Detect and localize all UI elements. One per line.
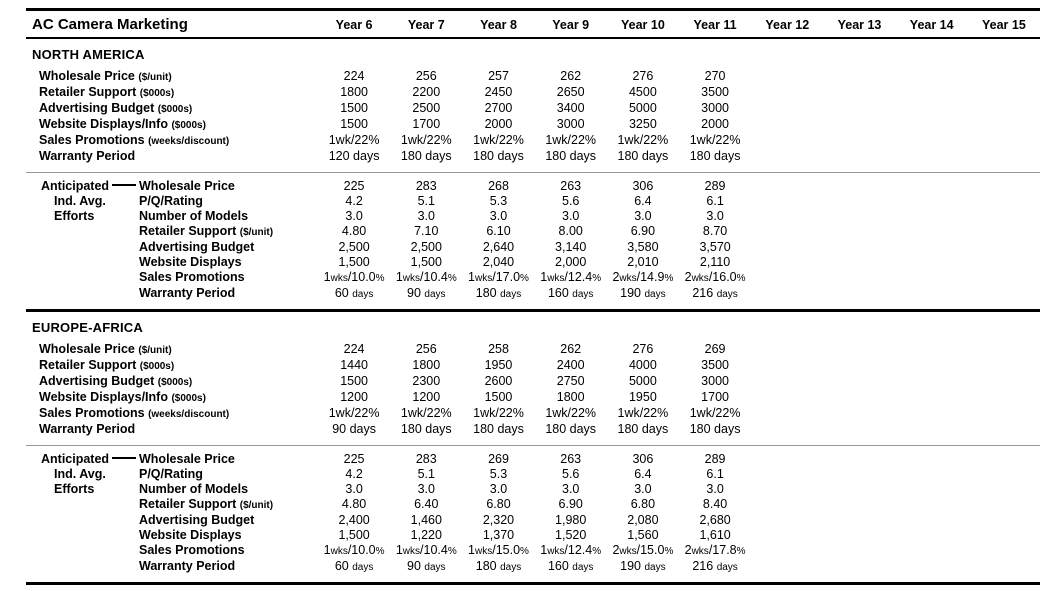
value-cell: 6.80 bbox=[486, 497, 511, 511]
value-cell: 2,500 bbox=[338, 240, 370, 254]
report-title: AC Camera Marketing bbox=[32, 16, 188, 33]
value-cell: 60 days bbox=[334, 286, 374, 300]
row-label-text: Sales Promotions bbox=[139, 270, 245, 284]
value-cell: 180 days bbox=[400, 422, 452, 436]
table-row bbox=[26, 240, 1040, 255]
value-cell: 6.4 bbox=[634, 194, 652, 208]
row-label bbox=[26, 69, 318, 85]
row-label-text: Number of Models bbox=[139, 209, 249, 223]
value-cell: 2wks/17.8% bbox=[684, 543, 746, 557]
value-cell: 283 bbox=[415, 179, 437, 193]
value-cell: 1wk/22% bbox=[328, 133, 380, 147]
value-cell: 1wks/17.0% bbox=[468, 270, 529, 284]
value-cell: 180 days bbox=[473, 422, 524, 436]
table-row bbox=[26, 69, 1040, 85]
value-cell: 225 bbox=[343, 452, 365, 466]
value-cell: 3.0 bbox=[417, 482, 435, 496]
table-row bbox=[26, 497, 1040, 513]
value-cell: 180 days bbox=[473, 149, 524, 163]
value-cell: 1,220 bbox=[410, 528, 442, 542]
row-label bbox=[26, 133, 318, 149]
table-row bbox=[26, 101, 1040, 117]
value-cell: 3.0 bbox=[417, 209, 435, 223]
sections-container bbox=[26, 39, 1040, 582]
row-unit: ($000s) bbox=[139, 88, 175, 99]
value-cell: 3500 bbox=[701, 85, 729, 99]
anticipated-label-line bbox=[41, 467, 136, 482]
row-label-text: Warranty Period bbox=[139, 559, 236, 573]
value-cell: 1wks/12.4% bbox=[540, 270, 602, 284]
row-label-text: Retailer Support bbox=[39, 85, 137, 99]
value-cell: 2,400 bbox=[338, 513, 370, 527]
row-unit: ($/unit) bbox=[138, 72, 172, 83]
table-row bbox=[26, 179, 1040, 194]
row-label bbox=[26, 101, 318, 117]
value-cell: 3400 bbox=[556, 101, 585, 115]
value-cell: 4.80 bbox=[341, 224, 367, 238]
row-label-text: Warranty Period bbox=[139, 286, 236, 300]
value-cell: 60 days bbox=[334, 559, 374, 573]
anticipated-group-label bbox=[41, 179, 136, 224]
row-unit: (weeks/discount) bbox=[148, 136, 230, 147]
row-label bbox=[26, 255, 318, 270]
row-label-text: Advertising Budget bbox=[139, 513, 255, 527]
value-cell: 2wks/16.0% bbox=[684, 270, 746, 284]
row-unit: ($/unit) bbox=[138, 345, 172, 356]
row-label bbox=[26, 149, 318, 164]
value-cell: 90 days bbox=[407, 559, 446, 573]
value-cell: 4.80 bbox=[341, 497, 367, 511]
row-label-text: Website Displays bbox=[139, 528, 242, 542]
value-cell: 180 days bbox=[475, 286, 522, 300]
region-section bbox=[26, 309, 1040, 582]
row-label-text: Warranty Period bbox=[39, 149, 136, 163]
value-cell: 8.70 bbox=[702, 224, 728, 238]
value-cell: 180 days bbox=[689, 422, 741, 436]
anticipated-block bbox=[26, 172, 1040, 302]
value-cell: 1wk/22% bbox=[473, 406, 524, 420]
value-cell: 1,980 bbox=[555, 513, 587, 527]
value-cell: 2,000 bbox=[555, 255, 587, 269]
table-row bbox=[26, 513, 1040, 528]
value-cell: 6.80 bbox=[630, 497, 656, 511]
value-cell: 5000 bbox=[628, 374, 657, 388]
value-cell: 1,500 bbox=[338, 528, 370, 542]
anticipated-label-line bbox=[41, 179, 136, 194]
value-cell: 6.4 bbox=[634, 467, 652, 481]
value-cell: 8.40 bbox=[702, 497, 728, 511]
value-cell: 3.0 bbox=[634, 209, 652, 223]
value-cell: 3000 bbox=[701, 374, 729, 388]
year-column-header: Year 10 bbox=[620, 18, 665, 32]
value-cell: 90 days bbox=[407, 286, 446, 300]
connector-line bbox=[112, 457, 136, 459]
row-label-text: Sales Promotions bbox=[39, 406, 145, 420]
row-label bbox=[26, 513, 318, 528]
row-label bbox=[26, 85, 318, 101]
row-unit: ($000s) bbox=[157, 377, 193, 388]
row-label bbox=[26, 342, 318, 358]
value-cell: 6.1 bbox=[706, 194, 724, 208]
value-cell: 1wk/22% bbox=[473, 133, 524, 147]
value-cell: 224 bbox=[343, 69, 365, 83]
table-row bbox=[26, 374, 1040, 390]
value-cell: 1wk/22% bbox=[400, 406, 452, 420]
value-cell: 1950 bbox=[484, 358, 513, 372]
value-cell: 2,500 bbox=[410, 240, 442, 254]
region-section bbox=[26, 39, 1040, 309]
value-cell: 180 days bbox=[617, 422, 669, 436]
value-cell: 1,500 bbox=[338, 255, 370, 269]
main-rows bbox=[26, 342, 1040, 437]
row-label-text: Website Displays/Info bbox=[39, 390, 168, 404]
value-cell: 3.0 bbox=[562, 209, 580, 223]
value-cell: 1,370 bbox=[482, 528, 515, 542]
value-cell: 1500 bbox=[340, 101, 368, 115]
table-row bbox=[26, 482, 1040, 497]
value-cell: 1wks/15.0% bbox=[468, 543, 529, 557]
value-cell: 269 bbox=[488, 452, 509, 466]
value-cell: 1800 bbox=[556, 390, 585, 404]
year-column-header: Year 12 bbox=[765, 18, 810, 32]
value-cell: 1950 bbox=[628, 390, 657, 404]
value-cell: 6.1 bbox=[706, 467, 724, 481]
value-cell: 1,560 bbox=[627, 528, 659, 542]
table-row bbox=[26, 149, 1040, 164]
value-cell: 1200 bbox=[340, 390, 368, 404]
value-cell: 3.0 bbox=[634, 482, 652, 496]
value-cell: 2,320 bbox=[482, 513, 515, 527]
value-cell: 256 bbox=[415, 342, 437, 356]
value-cell: 120 days bbox=[328, 149, 380, 163]
value-cell: 1wks/10.0% bbox=[323, 543, 385, 557]
row-label-text: Wholesale Price bbox=[139, 179, 235, 193]
value-cell: 1700 bbox=[701, 390, 729, 404]
value-cell: 1wk/22% bbox=[545, 133, 597, 147]
value-cell: 1wk/22% bbox=[545, 406, 597, 420]
row-label-text: Advertising Budget bbox=[39, 101, 155, 115]
table-row bbox=[26, 133, 1040, 149]
row-unit: ($000s) bbox=[157, 104, 193, 115]
value-cell: 180 days bbox=[617, 149, 669, 163]
value-cell: 2,680 bbox=[699, 513, 731, 527]
value-cell: 1,460 bbox=[410, 513, 442, 527]
row-label bbox=[26, 270, 318, 285]
value-cell: 4.2 bbox=[345, 194, 363, 208]
value-cell: 306 bbox=[632, 179, 654, 193]
value-cell: 1,500 bbox=[410, 255, 442, 269]
row-label bbox=[26, 543, 318, 558]
row-label-text: Number of Models bbox=[139, 482, 249, 496]
value-cell: 6.90 bbox=[558, 497, 583, 511]
value-cell: 2700 bbox=[484, 101, 513, 115]
value-cell: 1,610 bbox=[699, 528, 731, 542]
table-row bbox=[26, 406, 1040, 422]
value-cell: 190 days bbox=[620, 286, 666, 300]
table-row bbox=[26, 209, 1040, 224]
value-cell: 1wks/10.0% bbox=[323, 270, 385, 284]
value-cell: 2600 bbox=[484, 374, 513, 388]
value-cell: 2000 bbox=[701, 117, 729, 131]
value-cell: 3500 bbox=[701, 358, 729, 372]
anticipated-label-text: Anticipated bbox=[41, 179, 110, 193]
value-cell: 2200 bbox=[412, 85, 441, 99]
anticipated-label-line bbox=[41, 209, 136, 224]
value-cell: 8.00 bbox=[558, 224, 583, 238]
value-cell: 216 days bbox=[692, 559, 738, 573]
value-cell: 1800 bbox=[340, 85, 368, 99]
value-cell: 3,570 bbox=[699, 240, 731, 254]
anticipated-group-label bbox=[41, 452, 136, 497]
value-cell: 3.0 bbox=[489, 209, 508, 223]
year-column-header: Year 15 bbox=[981, 18, 1026, 32]
value-cell: 5.1 bbox=[417, 467, 435, 481]
table-row bbox=[26, 117, 1040, 133]
anticipated-label-line bbox=[41, 194, 136, 209]
row-label-text: Retailer Support bbox=[139, 224, 237, 238]
value-cell: 5.6 bbox=[562, 194, 580, 208]
table-row bbox=[26, 528, 1040, 543]
value-cell: 2500 bbox=[412, 101, 441, 115]
value-cell: 263 bbox=[560, 452, 582, 466]
year-column-header: Year 8 bbox=[480, 18, 517, 32]
row-label bbox=[26, 390, 318, 406]
year-column-header: Year 7 bbox=[407, 18, 445, 32]
value-cell: 180 days bbox=[689, 149, 741, 163]
value-cell: 2000 bbox=[484, 117, 513, 131]
value-cell: 2650 bbox=[556, 85, 585, 99]
row-label-text: Retailer Support bbox=[39, 358, 137, 372]
value-cell: 225 bbox=[343, 179, 365, 193]
value-cell: 180 days bbox=[400, 149, 452, 163]
row-label bbox=[26, 422, 318, 437]
row-label-text: Advertising Budget bbox=[139, 240, 255, 254]
row-unit: ($/unit) bbox=[239, 500, 274, 511]
table-row bbox=[26, 194, 1040, 209]
value-cell: 224 bbox=[343, 342, 365, 356]
row-label-text: Wholesale Price bbox=[139, 452, 235, 466]
value-cell: 1440 bbox=[340, 358, 368, 372]
value-cell: 2,080 bbox=[627, 513, 659, 527]
value-cell: 3.0 bbox=[345, 482, 363, 496]
value-cell: 3250 bbox=[628, 117, 657, 131]
year-column-header: Year 6 bbox=[335, 18, 373, 32]
year-column-header: Year 11 bbox=[693, 18, 737, 32]
row-label bbox=[26, 224, 318, 240]
row-label bbox=[26, 528, 318, 543]
anticipated-label-line bbox=[41, 482, 136, 497]
value-cell: 262 bbox=[560, 342, 582, 356]
anticipated-block bbox=[26, 445, 1040, 575]
table-row bbox=[26, 286, 1040, 302]
value-cell: 257 bbox=[488, 69, 509, 83]
value-cell: 5.1 bbox=[417, 194, 435, 208]
value-cell: 3,580 bbox=[627, 240, 659, 254]
value-cell: 2,110 bbox=[699, 255, 731, 269]
row-unit: ($/unit) bbox=[239, 227, 274, 238]
value-cell: 1wk/22% bbox=[617, 406, 669, 420]
main-rows bbox=[26, 69, 1040, 164]
value-cell: 258 bbox=[488, 342, 509, 356]
value-cell: 1wk/22% bbox=[689, 406, 741, 420]
table-row bbox=[26, 559, 1040, 575]
value-cell: 180 days bbox=[475, 559, 522, 573]
row-label-text: Website Displays/Info bbox=[39, 117, 168, 131]
value-cell: 3000 bbox=[701, 101, 729, 115]
value-cell: 6.40 bbox=[414, 497, 439, 511]
row-label-text: Wholesale Price bbox=[39, 342, 135, 356]
value-cell: 5.6 bbox=[562, 467, 580, 481]
value-cell: 262 bbox=[560, 69, 582, 83]
value-cell: 216 days bbox=[692, 286, 738, 300]
value-cell: 3.0 bbox=[706, 209, 724, 223]
anticipated-label-text: Ind. Avg. bbox=[54, 194, 106, 208]
marketing-table bbox=[26, 8, 1040, 585]
value-cell: 4500 bbox=[628, 85, 657, 99]
year-column-header: Year 13 bbox=[837, 18, 882, 32]
value-cell: 3.0 bbox=[345, 209, 363, 223]
year-column-header: Year 9 bbox=[552, 18, 590, 32]
row-unit: (weeks/discount) bbox=[148, 409, 230, 420]
value-cell: 256 bbox=[415, 69, 437, 83]
section-title: NORTH AMERICA bbox=[32, 47, 145, 62]
row-label-text: Sales Promotions bbox=[139, 543, 245, 557]
value-cell: 289 bbox=[704, 179, 726, 193]
value-cell: 1,520 bbox=[555, 528, 587, 542]
row-label-text: Wholesale Price bbox=[39, 69, 135, 83]
table-row bbox=[26, 342, 1040, 358]
value-cell: 1wks/10.4% bbox=[395, 543, 457, 557]
value-cell: 160 days bbox=[547, 559, 594, 573]
value-cell: 2400 bbox=[556, 358, 585, 372]
row-label-text: Sales Promotions bbox=[39, 133, 145, 147]
value-cell: 1500 bbox=[340, 374, 368, 388]
row-unit: ($000s) bbox=[171, 393, 206, 404]
value-cell: 2,010 bbox=[627, 255, 659, 269]
value-cell: 190 days bbox=[620, 559, 666, 573]
value-cell: 1500 bbox=[484, 390, 513, 404]
row-label bbox=[26, 497, 318, 513]
value-cell: 1wk/22% bbox=[328, 406, 380, 420]
value-cell: 1700 bbox=[412, 117, 441, 131]
table-row bbox=[26, 390, 1040, 406]
connector-line bbox=[112, 184, 136, 186]
value-cell: 1wks/10.4% bbox=[395, 270, 457, 284]
anticipated-label-text: Ind. Avg. bbox=[54, 467, 106, 481]
value-cell: 2750 bbox=[556, 374, 585, 388]
row-label bbox=[26, 406, 318, 422]
value-cell: 5.3 bbox=[489, 194, 508, 208]
row-label bbox=[26, 559, 318, 574]
value-cell: 270 bbox=[704, 69, 726, 83]
value-cell: 180 days bbox=[545, 149, 597, 163]
value-cell: 1500 bbox=[340, 117, 368, 131]
anticipated-label-text: Efforts bbox=[54, 482, 95, 496]
value-cell: 276 bbox=[632, 69, 654, 83]
table-row bbox=[26, 270, 1040, 286]
value-cell: 2300 bbox=[412, 374, 441, 388]
value-cell: 276 bbox=[632, 342, 654, 356]
value-cell: 3.0 bbox=[706, 482, 724, 496]
row-label-text: Retailer Support bbox=[139, 497, 237, 511]
value-cell: 5.3 bbox=[489, 467, 508, 481]
value-cell: 2,640 bbox=[482, 240, 515, 254]
row-label bbox=[26, 117, 318, 133]
table-row bbox=[26, 422, 1040, 437]
value-cell: 1200 bbox=[412, 390, 441, 404]
value-cell: 1wks/12.4% bbox=[540, 543, 602, 557]
value-cell: 1wk/22% bbox=[400, 133, 452, 147]
value-cell: 4.2 bbox=[345, 467, 363, 481]
value-cell: 180 days bbox=[545, 422, 597, 436]
value-cell: 2,040 bbox=[482, 255, 515, 269]
value-cell: 6.10 bbox=[486, 224, 511, 238]
value-cell: 4000 bbox=[628, 358, 657, 372]
row-label bbox=[26, 374, 318, 390]
row-label-text: Warranty Period bbox=[39, 422, 136, 436]
section-title: EUROPE-AFRICA bbox=[32, 320, 143, 335]
table-row bbox=[26, 358, 1040, 374]
value-cell: 7.10 bbox=[414, 224, 439, 238]
value-cell: 2450 bbox=[484, 85, 513, 99]
row-label-text: Website Displays bbox=[139, 255, 242, 269]
table-row bbox=[26, 85, 1040, 101]
table-row bbox=[26, 452, 1040, 467]
value-cell: 283 bbox=[415, 452, 437, 466]
value-cell: 3,140 bbox=[555, 240, 587, 254]
value-cell: 2wks/15.0% bbox=[612, 543, 674, 557]
row-label bbox=[26, 358, 318, 374]
value-cell: 289 bbox=[704, 452, 726, 466]
value-cell: 268 bbox=[488, 179, 509, 193]
anticipated-label-text: Efforts bbox=[54, 209, 95, 223]
value-cell: 5000 bbox=[628, 101, 657, 115]
table-row bbox=[26, 224, 1040, 240]
year-column-header: Year 14 bbox=[909, 18, 954, 32]
row-label bbox=[26, 240, 318, 255]
value-cell: 263 bbox=[560, 179, 582, 193]
value-cell: 90 days bbox=[332, 422, 376, 436]
value-cell: 1800 bbox=[412, 358, 441, 372]
row-unit: ($000s) bbox=[139, 361, 175, 372]
value-cell: 269 bbox=[704, 342, 726, 356]
value-cell: 1wk/22% bbox=[689, 133, 741, 147]
anticipated-label-line bbox=[41, 452, 136, 467]
table-row bbox=[26, 255, 1040, 270]
row-label-text: Advertising Budget bbox=[39, 374, 155, 388]
table-row bbox=[26, 467, 1040, 482]
value-cell: 306 bbox=[632, 452, 654, 466]
value-cell: 6.90 bbox=[630, 224, 656, 238]
table-header bbox=[26, 11, 1040, 39]
value-cell: 3000 bbox=[556, 117, 585, 131]
row-label-text: P/Q/Rating bbox=[139, 194, 203, 208]
value-cell: 1wk/22% bbox=[617, 133, 669, 147]
value-cell: 2wks/14.9% bbox=[612, 270, 674, 284]
value-cell: 3.0 bbox=[562, 482, 580, 496]
table-row bbox=[26, 543, 1040, 559]
row-unit: ($000s) bbox=[171, 120, 206, 131]
row-label bbox=[26, 286, 318, 301]
anticipated-label-text: Anticipated bbox=[41, 452, 110, 466]
value-cell: 160 days bbox=[547, 286, 594, 300]
value-cell: 3.0 bbox=[489, 482, 508, 496]
row-label-text: P/Q/Rating bbox=[139, 467, 203, 481]
